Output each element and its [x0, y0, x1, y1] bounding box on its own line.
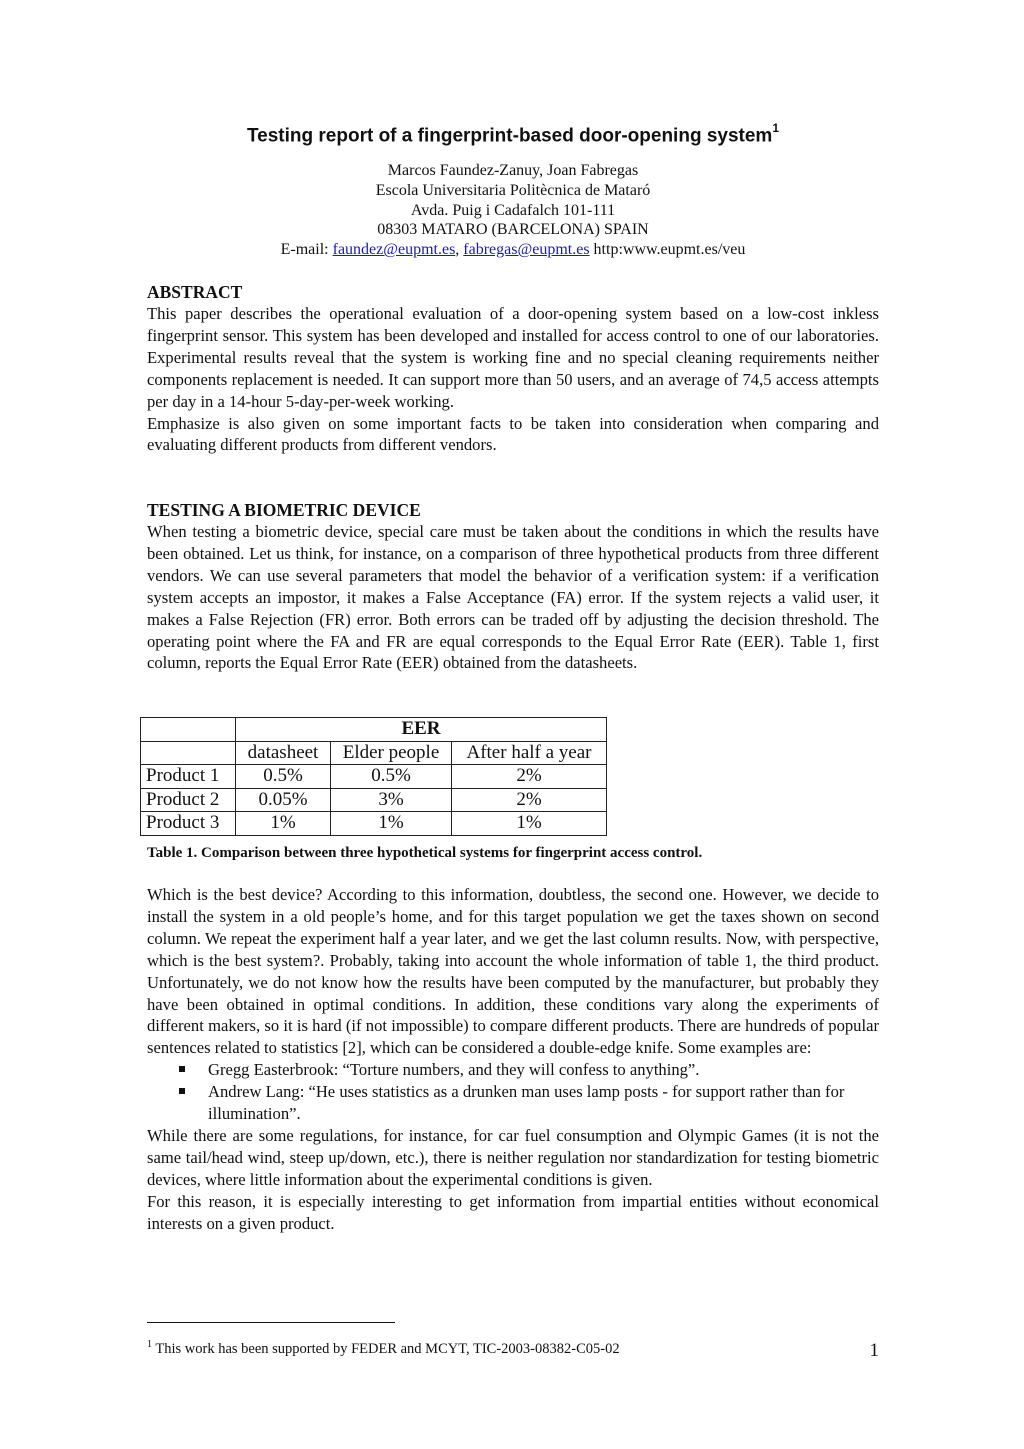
email-separator: , — [455, 241, 464, 259]
table-row-label: Product 1 — [141, 765, 236, 789]
bullet-square-icon — [179, 1066, 185, 1072]
table-cell: 3% — [331, 788, 452, 812]
table-cell: 2% — [452, 788, 607, 812]
table-cell: 1% — [331, 812, 452, 836]
table-corner-cell — [141, 718, 236, 742]
table-cell: 0.5% — [236, 765, 331, 789]
table-caption: Table 1. Comparison between three hypothetical systems for fingerprint access control. — [147, 845, 703, 861]
eer-comparison-table — [140, 717, 607, 836]
abstract-section — [147, 281, 879, 456]
author-names: Marcos Faundez-Zanuy, Joan Fabregas — [387, 162, 639, 179]
table-row — [141, 765, 607, 789]
table-corner-cell-2 — [141, 741, 236, 765]
footnote-text: This work has been supported by FEDER and MCYT, TIC-2003-08382-C05-02 — [152, 1340, 620, 1357]
testing-paragraph-1: When testing a biometric device, special care must be taken about the conditions in which the results have been obtained. Let us think, for instance, on a comparison of three hypothetical products from three different vendors. We can use several parameters that model the behavior of a verification system: if a verification system accepts an impostor, it makes a False Acceptance (FA) error. If the system rejects a valid user, it makes a False Rejection (FR) error. Both errors can be traded off by adjusting the decision threshold. The operating point where the FA and FR are equal corresponds to the Equal Error Rate (EER). Table 1, first column, reports the Equal Error Rate (EER) obtained from the datasheets. — [147, 522, 879, 673]
author-street: Avda. Puig i Cadafalch 101-111 — [410, 201, 616, 219]
author-city: 08303 MATARO (BARCELONA) SPAIN — [377, 221, 649, 239]
email-link-faundez[interactable]: faundez@eupmt.es — [332, 241, 456, 259]
table-column-header: datasheet — [236, 741, 331, 765]
list-item — [147, 1081, 879, 1125]
table-row-label: Product 3 — [141, 812, 236, 836]
footnote-divider — [147, 1322, 395, 1323]
footnote-mark: 1 — [147, 1339, 152, 1350]
table-row — [141, 812, 607, 836]
author-contact — [147, 240, 879, 260]
discussion-paragraph-2: While there are some regulations, for instance, for car fuel consumption and Olympic Games (it is not the same tail/head wind, steep up/down, etc.), there is neither regulation nor standardization for testing biometric devices, where little information about the experimental conditions is given. — [147, 1125, 879, 1189]
discussion-paragraph-3: For this reason, it is especially interesting to get information from impartial entities without economical interests on a given product. — [147, 1191, 879, 1233]
abstract-paragraph-2: Emphasize is also given on some important facts to be taken into consideration when comparing and evaluating different products from different vendors. — [147, 413, 879, 455]
table-cell: 1% — [452, 812, 607, 836]
paper-title — [147, 120, 879, 147]
abstract-heading: ABSTRACT — [147, 282, 243, 302]
table-column-header: Elder people — [331, 741, 452, 765]
table-cell: 2% — [452, 765, 607, 789]
table-cell: 1% — [236, 812, 331, 836]
quote-list — [147, 1059, 879, 1125]
list-item-text: Gregg Easterbrook: “Torture numbers, and they will confess to anything”. — [208, 1060, 700, 1080]
list-item — [147, 1059, 879, 1081]
discussion-section — [147, 884, 879, 1235]
abstract-paragraph-1: This paper describes the operational evaluation of a door-opening system based on a low-cost inkless fingerprint sensor. This system has been developed and installed for access control to one of our laboratories. Experimental results reveal that the system is working fine and no special cleaning requirements neither components replacement is needed. It can support more than 50 users, and an average of 74,5 access attempts per day in a 14-hour 5-day-per-week working. — [147, 304, 879, 411]
bullet-square-icon — [179, 1088, 185, 1094]
testing-section — [147, 499, 879, 674]
table-row — [141, 788, 607, 812]
email-link-fabregas[interactable]: fabregas@eupmt.es — [463, 241, 590, 259]
email-label: E-mail: — [280, 241, 333, 259]
title-footnote-mark: 1 — [772, 121, 780, 135]
table-header-row-columns — [141, 741, 607, 765]
web-address: http:www.eupmt.es/veu — [589, 241, 746, 259]
table-header-row-group — [141, 718, 607, 742]
author-block — [147, 161, 879, 260]
page-number: 1 — [869, 1340, 879, 1361]
author-institution: Escola Universitaria Politècnica de Mataró — [375, 181, 651, 199]
paper-title-text: Testing report of a fingerprint-based door-opening system — [246, 125, 773, 147]
table-column-header: After half a year — [452, 741, 607, 765]
discussion-paragraph-1: Which is the best device? According to this information, doubtless, the second one. However, we decide to install the system in a old people’s home, and for this target population we get the taxes shown on second column. We repeat the experiment half a year later, and we get the last column results. Now, with perspective, which is the best system?. Probably, taking into account the whole information of table 1, the third product. Unfortunately, we do not know how the results have been computed by the manufacturer, but probably they have been obtained in optimal conditions. In addition, these conditions vary along the experiments of different makers, so it is hard (if not impossible) to compare different products. There are hundreds of popular sentences related to statistics [2], which can be considered a double-edge knife. Some examples are: — [147, 885, 879, 1058]
testing-heading: TESTING A BIOMETRIC DEVICE — [147, 500, 421, 520]
table-cell: 0.5% — [331, 765, 452, 789]
table-group-header: EER — [236, 718, 607, 742]
table-cell: 0.05% — [236, 788, 331, 812]
list-item-text: Andrew Lang: “He uses statistics as a drunken man uses lamp posts - for support rather than for illumination”. — [208, 1082, 845, 1124]
table-row-label: Product 2 — [141, 788, 236, 812]
